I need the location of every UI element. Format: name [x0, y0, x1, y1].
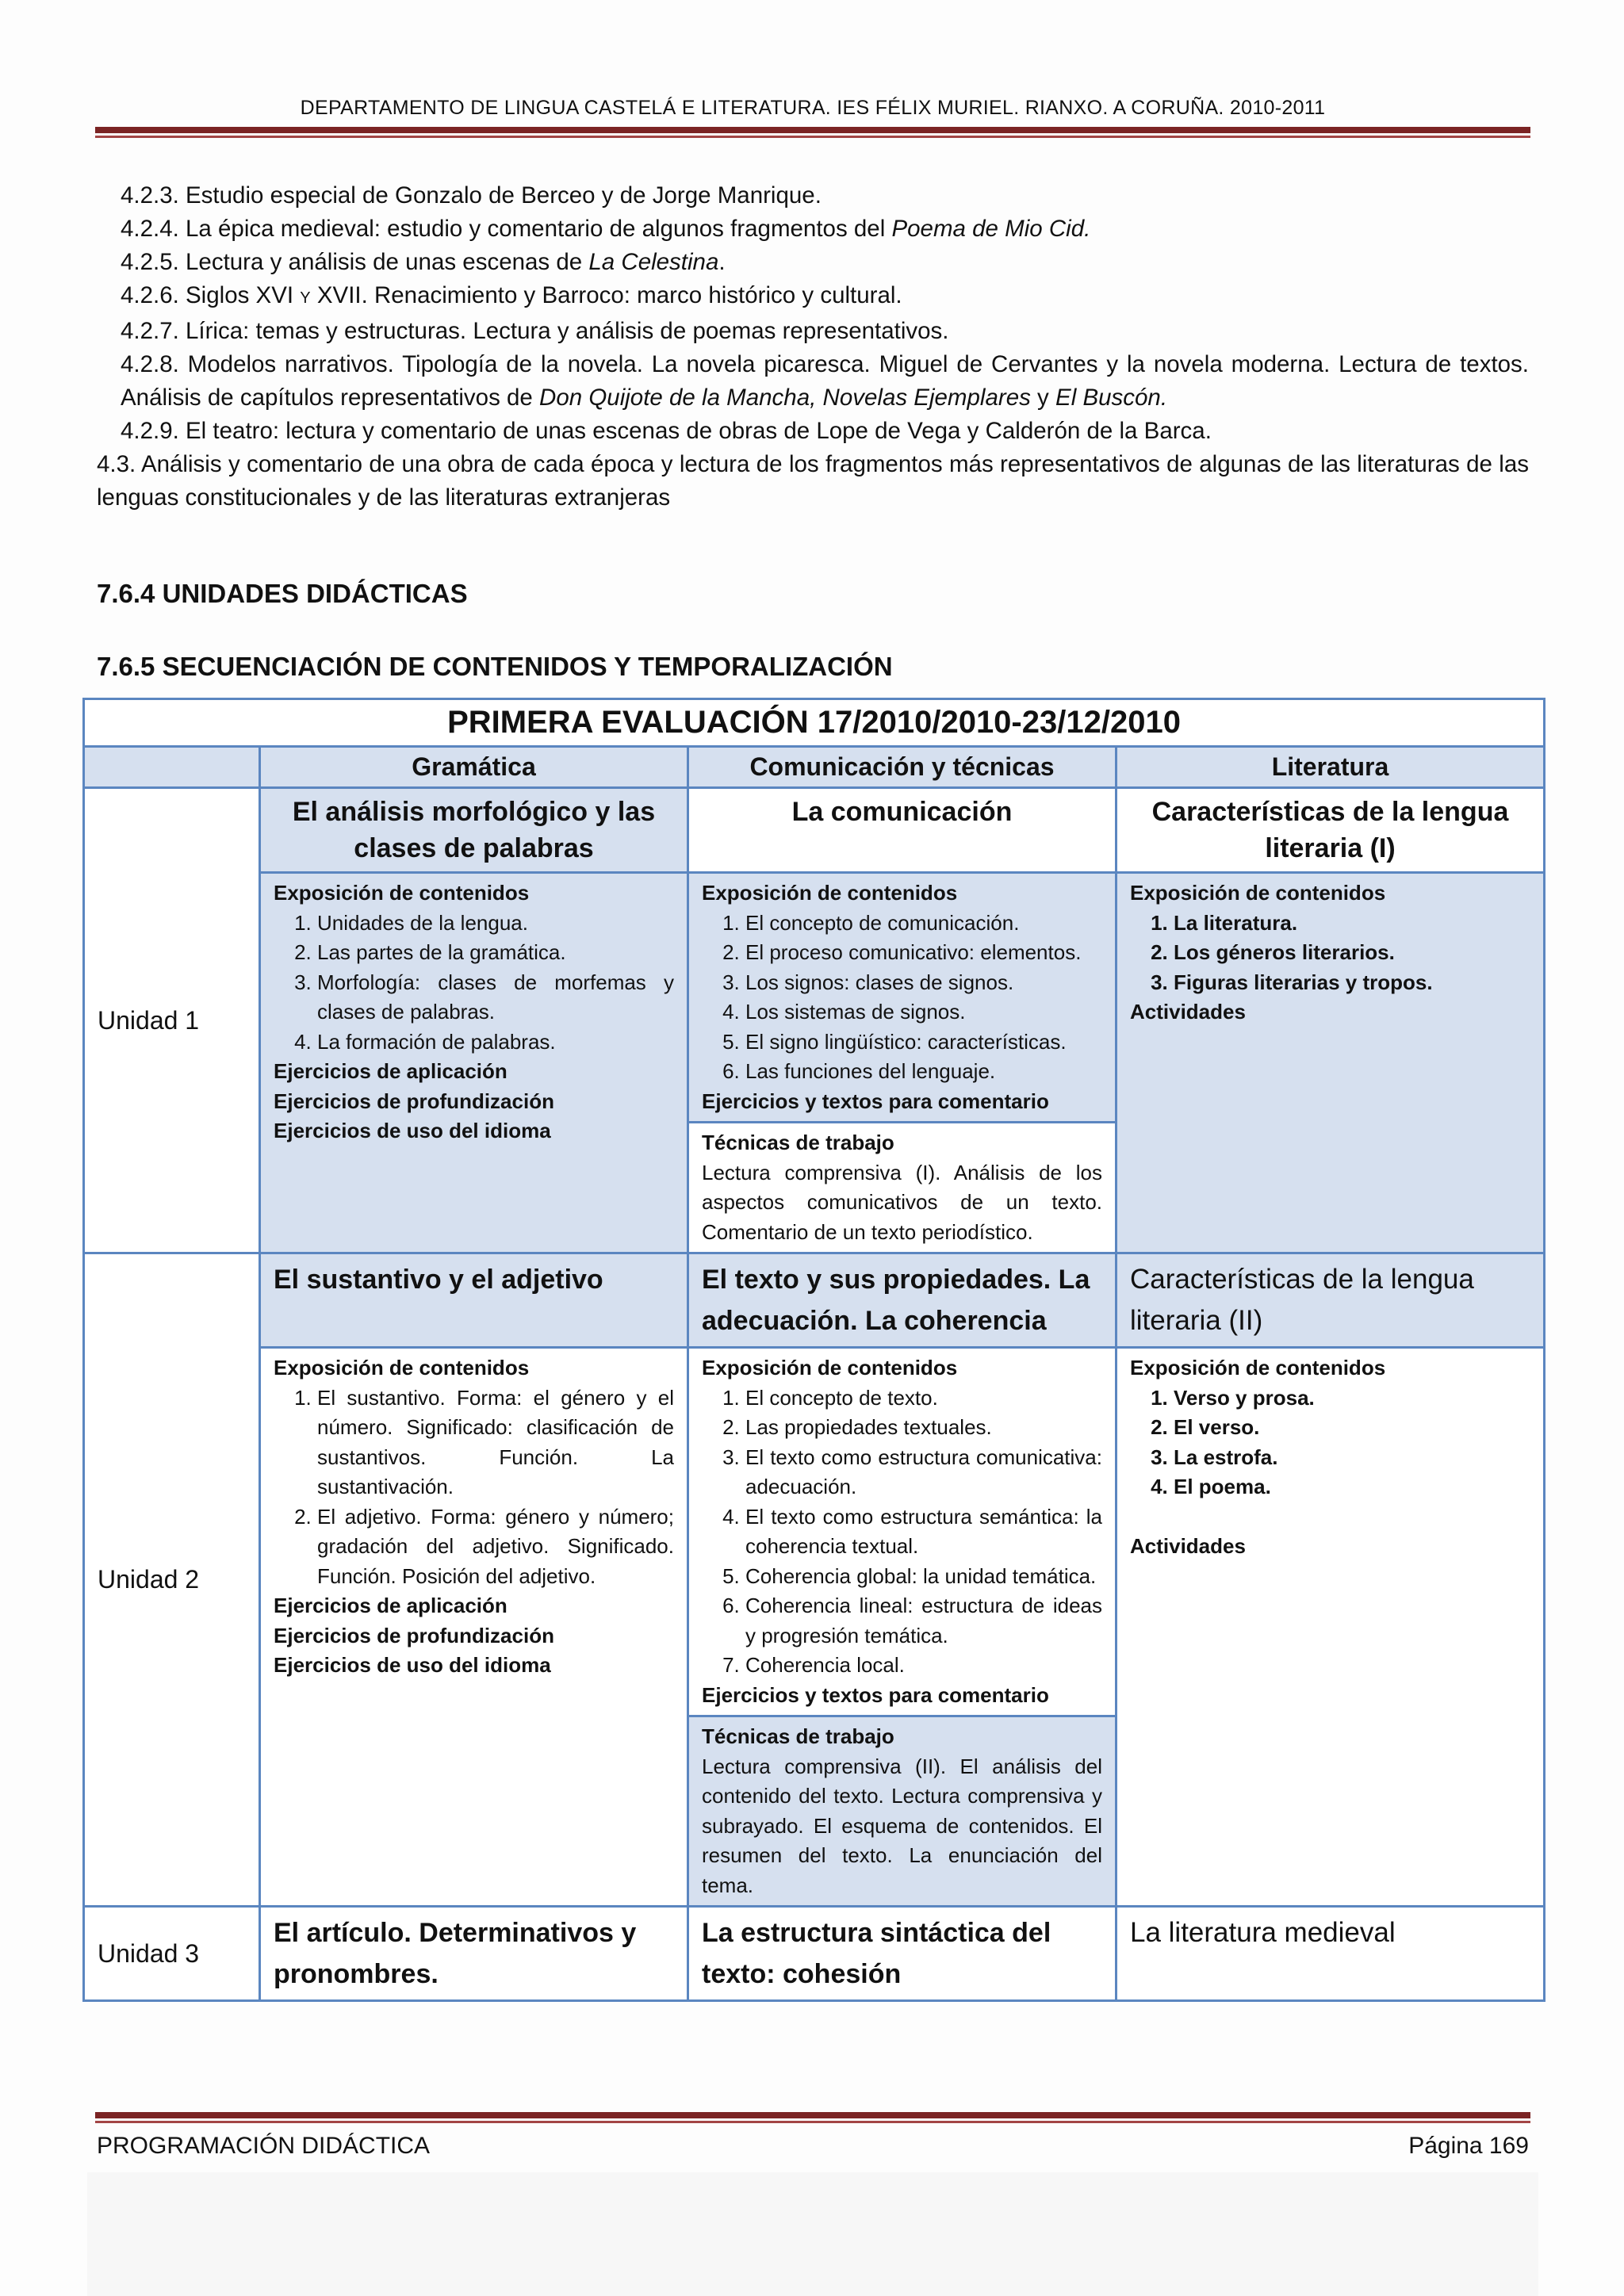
list-item: 4.2.4. La épica medieval: estudio y comentario de algunos fragmentos del Poema de Mio Cid.	[121, 216, 1091, 242]
list-item: 4. La formación de palabras.	[317, 1027, 674, 1058]
list-item: 4.2.3. Estudio especial de Gonzalo de Berceo y de Jorge Manrique.	[121, 182, 822, 209]
list-item: 3. Morfología: clases de morfemas y clases de palabras.	[317, 968, 674, 1027]
unit-label: Unidad 2	[84, 1253, 260, 1907]
list-item: 3. Los signos: clases de signos.	[745, 968, 1102, 998]
unit1-comunicacion-topic: La comunicación	[688, 788, 1116, 873]
list-item: 1. El concepto de texto.	[745, 1383, 1102, 1414]
section-heading-unidades: 7.6.4 UNIDADES DIDÁCTICAS	[97, 579, 468, 608]
unit-label: Unidad 3	[84, 1907, 260, 2001]
unit1-gramatica-contents: Exposición de contenidos 1. Unidades de la lengua. 2. Las partes de la gramática. 3. Morfología: clases de morfemas y clases de palabras. 4. La formación de palabras. Ejercicios de aplicación Ejercicios de profundización Ejercicios de uso del idioma	[260, 873, 688, 1253]
list-item: 5. El signo lingüístico: características.	[745, 1027, 1102, 1058]
unit2-literatura-topic: Características de la lengua literaria (II)	[1116, 1253, 1545, 1348]
unit2-comunicacion-contents: Exposición de contenidos 1. El concepto de texto. 2. Las propiedades textuales. 3. El texto como estructura comunicativa: adecuación. 4. El texto como estructura semántica: la coherencia textual. 5. Coherencia global: la unidad temática. 6. Coherencia lineal: estructura de ideas y progresión temática. 7. Coherencia local. Ejercicios y textos para comentario	[688, 1348, 1116, 1716]
column-header-literatura: Literatura	[1116, 747, 1545, 788]
column-header-empty	[84, 747, 260, 788]
list-item: 1. El sustantivo. Forma: el género y el número. Significado: clasificación de sustantivos. Función. La sustantivación.	[317, 1383, 674, 1502]
unit-label: Unidad 1	[84, 788, 260, 1253]
list-item: 6. Las funciones del lenguaje.	[745, 1057, 1102, 1087]
page-bottom-shade	[87, 2172, 1538, 2296]
footer-title: PROGRAMACIÓN DIDÁCTICA	[97, 2133, 431, 2159]
unit3-literatura-topic: La literatura medieval	[1116, 1907, 1545, 2001]
column-header-comunicacion: Comunicación y técnicas	[688, 747, 1116, 788]
unit2-gramatica-topic: El sustantivo y el adjetivo	[260, 1253, 688, 1348]
section-heading-secuenciacion: 7.6.5 SECUENCIACIÓN DE CONTENIDOS Y TEMPORALIZACIÓN	[97, 652, 893, 681]
list-item: 4.2.6. Siglos XVI Y XVII. Renacimiento y Barroco: marco histórico y cultural.	[121, 282, 902, 308]
list-item: 4.3. Análisis y comentario de una obra de cada época y lectura de los fragmentos más representativos de algunas de las literaturas de las lenguas constitucionales y de las literaturas extranjeras	[97, 451, 1529, 511]
unit2-literatura-contents: Exposición de contenidos 1. Verso y prosa. 2. El verso. 3. La estrofa. 4. El poema. Actividades	[1116, 1348, 1545, 1907]
sequencing-table	[82, 698, 1545, 2002]
unit2-gramatica-contents: Exposición de contenidos 1. El sustantivo. Forma: el género y el número. Significado: clasificación de sustantivos. Función. La sustantivación. 2. El adjetivo. Forma: género y número; gradación del adjetivo. Significado. Función. Posición del adjetivo. Ejercicios de aplicación Ejercicios de profundización Ejercicios de uso del idioma	[260, 1348, 688, 1907]
page-number: Página 169	[1408, 2133, 1529, 2159]
list-item: 1. La literatura.	[1174, 909, 1530, 939]
unit2-comunicacion-topic: El texto y sus propiedades. La adecuación. La coherencia	[688, 1253, 1116, 1348]
footer-divider	[95, 2112, 1530, 2123]
unit3-comunicacion-topic: La estructura sintáctica del texto: cohesión	[688, 1907, 1116, 2001]
list-item: 4.2.9. El teatro: lectura y comentario de unas escenas de obras de Lope de Vega y Calderón de la Barca.	[121, 418, 1212, 444]
column-header-gramatica: Gramática	[260, 747, 688, 788]
table-title: PRIMERA EVALUACIÓN 17/2010/2010-23/12/2010	[84, 699, 1545, 747]
unit1-literatura-topic: Características de la lengua literaria (I)	[1116, 788, 1545, 873]
unit2-tecnicas-trabajo: Técnicas de trabajo Lectura comprensiva (II). El análisis del contenido del texto. Lectura comprensiva y subrayado. El esquema de contenidos. El resumen del texto. La enunciación del tema.	[688, 1716, 1116, 1907]
list-item: 4. El texto como estructura semántica: la coherencia textual.	[745, 1502, 1102, 1562]
list-item: 1. El concepto de comunicación.	[745, 909, 1102, 939]
unit3-gramatica-topic: El artículo. Determinativos y pronombres.	[260, 1907, 688, 2001]
list-item: 4.2.5. Lectura y análisis de unas escenas de La Celestina.	[121, 249, 726, 275]
list-item: 4.2.7. Lírica: temas y estructuras. Lectura y análisis de poemas representativos.	[121, 318, 949, 344]
list-item: 1. Unidades de la lengua.	[317, 909, 674, 939]
list-item: 2. El proceso comunicativo: elementos.	[745, 938, 1102, 968]
list-item: 7. Coherencia local.	[745, 1651, 1102, 1681]
list-item: 3. La estrofa.	[1174, 1443, 1530, 1473]
list-item: 2. Las propiedades textuales.	[745, 1413, 1102, 1443]
list-item: 5. Coherencia global: la unidad temática.	[745, 1562, 1102, 1592]
list-item: 4.2.8. Modelos narrativos. Tipología de la novela. La novela picaresca. Miguel de Cervantes y la novela moderna. Lectura de textos. Análisis de capítulos representativos de Don Quijote de la Mancha, Novelas Ejemplares y El Buscón.	[121, 351, 1529, 411]
content-list	[97, 179, 1529, 515]
page-header: DEPARTAMENTO DE LINGUA CASTELÁ E LITERATURA. IES FÉLIX MURIEL. RIANXO. A CORUÑA. 2010-2011	[300, 97, 1326, 119]
list-item: 3. El texto como estructura comunicativa: adecuación.	[745, 1443, 1102, 1502]
list-item: 6. Coherencia lineal: estructura de ideas y progresión temática.	[745, 1591, 1102, 1651]
list-item: 4. Los sistemas de signos.	[745, 997, 1102, 1027]
unit1-comunicacion-contents: Exposición de contenidos 1. El concepto de comunicación. 2. El proceso comunicativo: elementos. 3. Los signos: clases de signos. 4. Los sistemas de signos. 5. El signo lingüístico: características. 6. Las funciones del lenguaje. Ejercicios y textos para comentario	[688, 873, 1116, 1123]
page-footer	[97, 2133, 1529, 2160]
list-item: 2. Las partes de la gramática.	[317, 938, 674, 968]
list-item: 2. El verso.	[1174, 1413, 1530, 1443]
unit1-gramatica-topic: El análisis morfológico y las clases de palabras	[260, 788, 688, 873]
list-item: 1. Verso y prosa.	[1174, 1383, 1530, 1414]
list-item: 2. El adjetivo. Forma: género y número; gradación del adjetivo. Significado. Función. Posición del adjetivo.	[317, 1502, 674, 1592]
list-item: 3. Figuras literarias y tropos.	[1174, 968, 1530, 998]
unit1-tecnicas-trabajo: Técnicas de trabajo Lectura comprensiva (I). Análisis de los aspectos comunicativos de un texto. Comentario de un texto periodístico.	[688, 1123, 1116, 1253]
header-divider	[95, 127, 1530, 138]
unit1-literatura-contents: Exposición de contenidos 1. La literatura. 2. Los géneros literarios. 3. Figuras literarias y tropos. Actividades	[1116, 873, 1545, 1253]
list-item: 4. El poema.	[1174, 1472, 1530, 1502]
list-item: 2. Los géneros literarios.	[1174, 938, 1530, 968]
